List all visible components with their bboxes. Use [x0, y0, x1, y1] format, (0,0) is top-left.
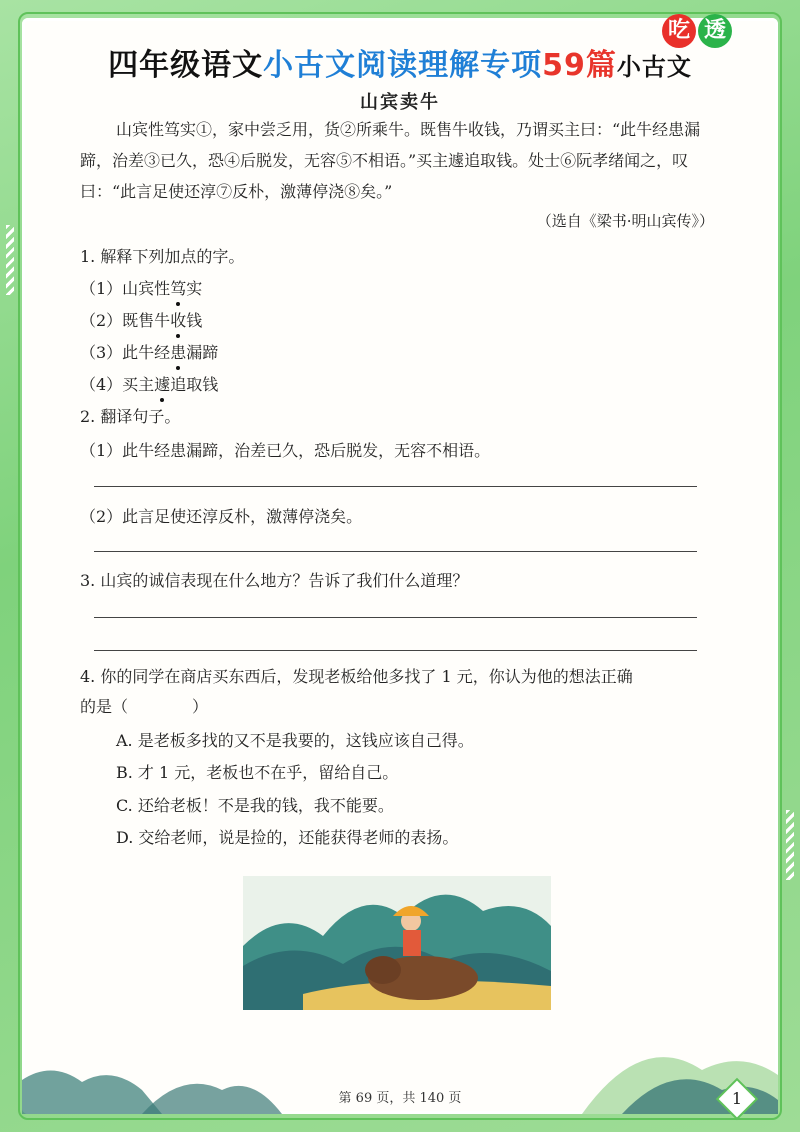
question-3-stem: 3. 山宾的诚信表现在什么地方？告诉了我们什么道理？	[80, 571, 469, 590]
q2-sentence-2: （2）此言足使还淳反朴，激薄停浇矣。	[80, 507, 363, 526]
title-count: 59篇	[542, 48, 617, 83]
q1-item-4	[80, 372, 218, 395]
q1-item-1	[80, 276, 202, 299]
q4-option-a[interactable]: A. 是老板多找的又不是我要的，这钱应该自己得。	[116, 731, 474, 750]
left-hatch-decoration	[6, 225, 14, 295]
page-number-badge	[715, 1077, 759, 1121]
question-2-stem: 2. 翻译句子。	[80, 407, 181, 426]
q1-item-1-post: 实	[186, 279, 203, 298]
q1-item-2-dotted: 收	[170, 308, 186, 331]
q1-item-2-pre: （2）既售牛	[80, 311, 171, 330]
q1-item-1-pre: （1）山宾性	[80, 279, 171, 298]
answer-line[interactable]	[94, 617, 697, 618]
q1-item-4-dotted: 遽	[154, 372, 170, 395]
boy-riding-ox-illustration	[243, 876, 551, 1010]
passage-source: （选自《梁书·明山宾传》）	[536, 212, 714, 230]
answer-line[interactable]	[94, 551, 697, 552]
answer-line[interactable]	[94, 650, 697, 651]
title-grade: 四年级语文	[108, 48, 264, 83]
title-tag: 小古文	[616, 53, 692, 81]
q1-item-4-pre: （4）买主	[80, 375, 155, 394]
q1-item-1-dotted: 笃	[170, 276, 186, 299]
q1-item-2	[80, 308, 202, 331]
logo-char-1: 吃	[662, 14, 696, 48]
q2-sentence-1: （1）此牛经患漏蹄，治差已久，恐后脱发，无容不相语。	[80, 441, 491, 460]
logo-char-2: 透	[698, 14, 732, 48]
page-indicator: 第 69 页，共 140 页	[338, 1091, 462, 1106]
question-4-stem-line-1: 4. 你的同学在商店买东西后，发现老板给他多找了 1 元，你认为他的想法正确	[80, 667, 633, 686]
q4-option-b[interactable]: B. 才 1 元，老板也不在乎，留给自己。	[116, 763, 399, 782]
passage-title: 山宾卖牛	[360, 92, 440, 113]
question-1-stem: 1. 解释下列加点的字。	[80, 247, 245, 266]
q1-item-2-post: 钱	[186, 311, 203, 330]
q1-item-4-post: 追取钱	[170, 375, 219, 394]
title-topic: 小古文阅读理解专项	[263, 48, 543, 83]
q1-item-3-post: 漏蹄	[186, 343, 219, 362]
question-4-stem-line-2: 的是（ ）	[80, 697, 209, 716]
page-title	[0, 40, 800, 84]
q4-option-c[interactable]: C. 还给老板！不是我的钱，我不能要。	[116, 796, 394, 815]
passage-body: 山宾性笃实①，家中尝乏用，货②所乘牛。既售牛收钱，乃谓买主曰：“此牛经患漏蹄，治差③已久，恐④后脱发，无容⑤不相语。”买主遽追取钱。处士⑥阮孝绪闻之，叹曰：“此言足使还淳⑦反朴，激薄停浇⑧矣。”	[80, 120, 701, 201]
right-hatch-decoration	[786, 810, 794, 880]
q1-item-3-pre: （3）此牛经	[80, 343, 171, 362]
q4-option-d[interactable]: D. 交给老师，说是捡的，还能获得老师的表扬。	[116, 828, 459, 847]
page-number: 1	[731, 1089, 743, 1108]
answer-line[interactable]	[94, 486, 697, 487]
q1-item-3	[80, 340, 218, 363]
q1-item-3-dotted: 患	[170, 340, 186, 363]
